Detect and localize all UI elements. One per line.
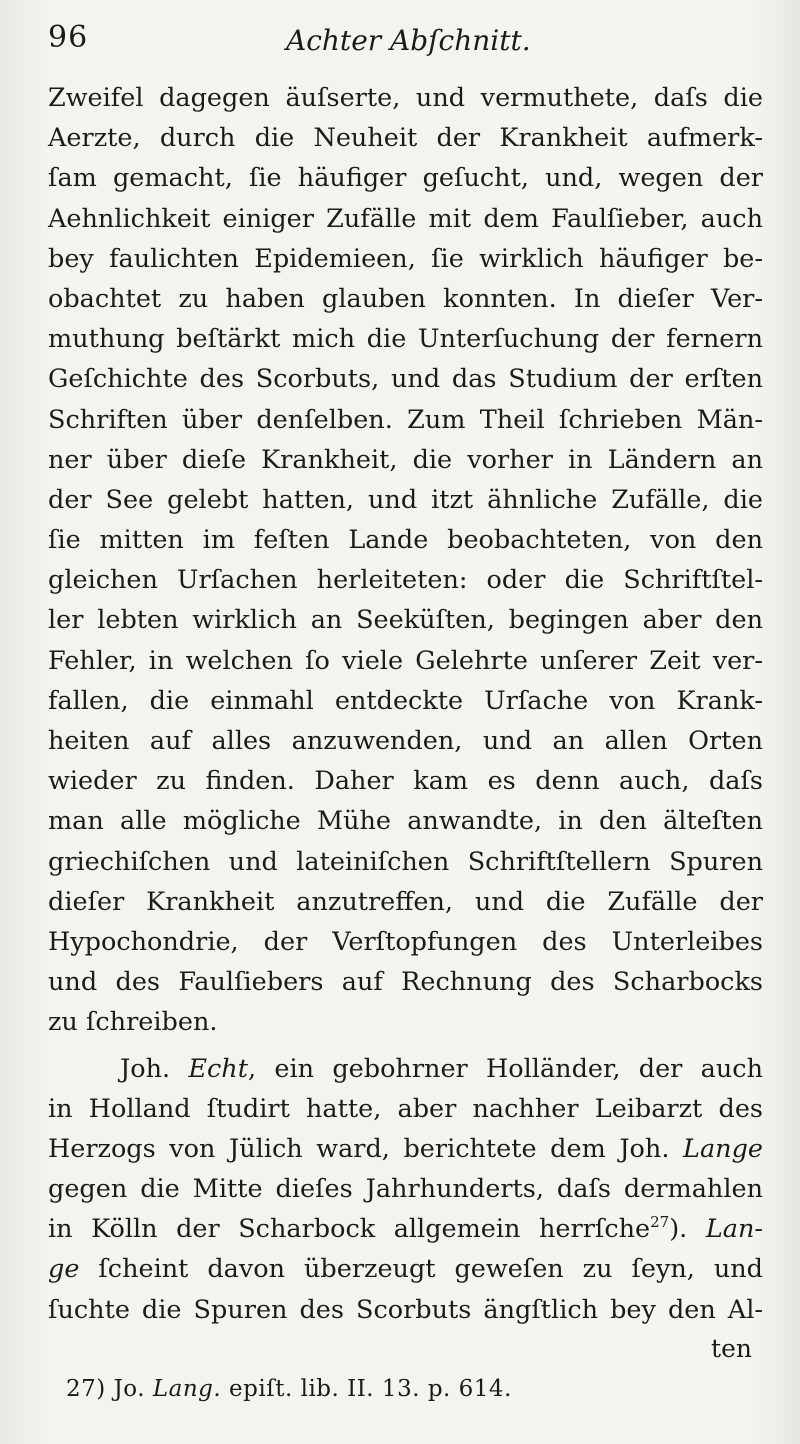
text-line: Fehler, in welchen ſo viele Gelehrte unſerer Zeit ver- — [48, 645, 763, 676]
text-line: man alle mögliche Mühe anwandte, in den älteſten — [48, 806, 763, 837]
text-line: ge ſcheint davon überzeugt geweſen zu ſeyn, und — [48, 1254, 763, 1285]
text-line: muthung beſtärkt mich die Unterſuchung der fernern — [48, 324, 763, 355]
text-line: und des Faulſiebers auf Rechnung des Scharbocks — [48, 967, 763, 998]
text-line: Hypochondrie, der Verſtopfungen des Unterleibes — [48, 926, 763, 957]
text-line: ſie mitten im feſten Lande beobachteten, von den — [48, 525, 763, 556]
text-line: ſam gemacht, ſie häufiger geſucht, und, wegen der — [48, 163, 763, 194]
text-line: Zweifel dagegen äuſserte, und vermuthete, daſs die — [48, 83, 763, 113]
page-header — [48, 14, 763, 64]
text-line: Aehnlichkeit einiger Zufälle mit dem Faulſieber, auch — [48, 203, 763, 234]
running-title: Achter Abſchnitt. — [286, 24, 531, 57]
text-line: gegen die Mitte dieſes Jahrhunderts, daſs dermahlen — [48, 1174, 763, 1205]
paragraph-1 — [48, 78, 763, 1043]
body-text — [48, 78, 763, 1330]
text-line: obachtet zu haben glauben konnten. In dieſer Ver- — [48, 283, 763, 314]
footnote-ref: 27 — [650, 1213, 670, 1232]
page-number: 96 — [48, 20, 89, 55]
footnote: 27) Jo. Lang. epiſt. lib. II. 13. p. 614. — [66, 1376, 512, 1402]
text-line: bey faulichten Epidemieen, ſie wirklich häufiger be- — [48, 243, 763, 274]
paragraph-2 — [48, 1049, 763, 1330]
text-line: wieder zu finden. Daher kam es denn auch, daſs — [48, 766, 763, 797]
text-line: dieſer Krankheit anzutreffen, und die Zufälle der — [48, 886, 763, 917]
text-line: Schriften über denſelben. Zum Theil ſchrieben Män- — [48, 404, 763, 435]
text-line: heiten auf alles anzuwenden, und an allen Orten — [48, 726, 763, 756]
person-name: Echt — [188, 1053, 248, 1084]
catchword: ten — [711, 1334, 752, 1363]
text-line: Geſchichte des Scorbuts, und das Studium der erſten — [48, 364, 763, 395]
footnote-author: Lang. — [152, 1376, 222, 1402]
footnote-number: 27) — [66, 1376, 106, 1402]
text-line: griechiſchen und lateiniſchen Schriftſtellern Spuren — [48, 846, 763, 877]
text-line: ſuchte die Spuren des Scorbuts ängſtlich bey den Al- — [48, 1294, 763, 1325]
text-line: Aerzte, durch die Neuheit der Krankheit aufmerk- — [48, 123, 763, 154]
person-name: Lan- — [705, 1214, 764, 1245]
text-line: ner über dieſe Krankheit, die vorher in Ländern an — [48, 444, 763, 475]
text-line: in Holland ſtudirt hatte, aber nachher Leibarzt des — [48, 1093, 763, 1124]
person-name: Lange — [683, 1133, 764, 1164]
text-line: gleichen Urſachen herleiteten: oder die Schriftſtel- — [48, 565, 763, 596]
text-line: ler lebten wirklich an Seeküſten, begingen aber den — [48, 605, 763, 636]
text-line: in Kölln der Scharbock allgemein herrſche$^{27}$). Lan- — [48, 1213, 764, 1245]
text-line: Joh. Echt, ein gebohrner Holländer, der auch — [120, 1053, 763, 1084]
text-line: der See gelebt hatten, und itzt ähnliche Zufälle, die — [48, 484, 763, 515]
person-name: ge — [48, 1254, 80, 1285]
text-line: zu ſchreiben. — [48, 1007, 218, 1038]
text-line: Herzogs von Jülich ward, berichtete dem Joh. Lange — [48, 1133, 764, 1164]
text-line: fallen, die einmahl entdeckte Urſache von Krank- — [48, 685, 763, 716]
